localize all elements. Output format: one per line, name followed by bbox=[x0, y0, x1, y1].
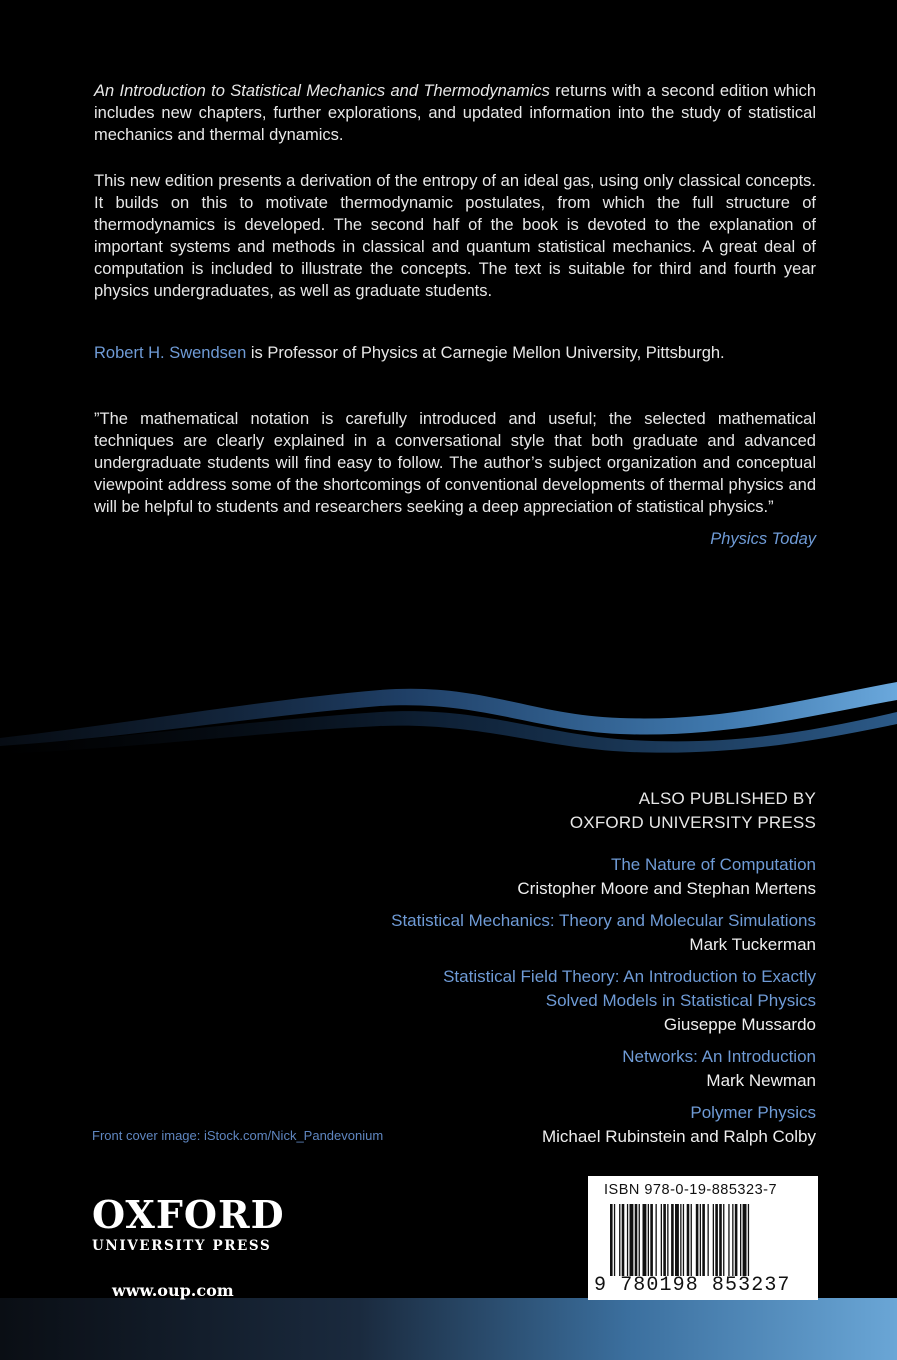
barcode-bar bbox=[675, 1204, 679, 1276]
barcode-bar bbox=[719, 1204, 722, 1276]
barcode-panel bbox=[588, 1176, 818, 1300]
barcode-bar bbox=[748, 1204, 749, 1276]
author-bio-text: is Professor of Physics at Carnegie Mellon University, Pittsburgh. bbox=[246, 344, 725, 362]
barcode-bar bbox=[639, 1204, 640, 1276]
related-book-authors: Cristopher Moore and Stephan Mertens bbox=[517, 879, 816, 898]
related-book-title: Statistical Field Theory: An Introduction to Exactly bbox=[443, 967, 816, 986]
barcode-bar bbox=[635, 1204, 638, 1276]
barcode-bar bbox=[661, 1204, 662, 1276]
related-book-title: The Nature of Computation bbox=[610, 855, 816, 874]
barcode-bar bbox=[708, 1204, 709, 1276]
barcode-bar bbox=[650, 1204, 653, 1276]
related-book bbox=[296, 909, 816, 957]
also-published-heading bbox=[570, 787, 816, 835]
barcode-bar bbox=[656, 1204, 657, 1276]
also-published-line1: ALSO PUBLISHED BY bbox=[638, 789, 816, 808]
barcode-bar bbox=[732, 1204, 733, 1276]
barcode-bar bbox=[630, 1204, 634, 1276]
barcode-bar bbox=[715, 1204, 718, 1276]
barcode-bar bbox=[700, 1204, 701, 1276]
related-book-authors: Michael Rubinstein and Ralph Colby bbox=[541, 1127, 816, 1146]
decorative-wave bbox=[0, 660, 897, 780]
related-book-authors: Mark Tuckerman bbox=[689, 935, 816, 954]
summary-paragraph: This new edition presents a derivation of the entropy of an ideal gas, using only classical concepts. It builds on this to motivate thermodynamic postulates, from which the full structure of thermodynamics is developed. The second half of the book is devoted to the explanation of important systems and methods in classical and quantum statistical mechanics. A great deal of computation is included to illustrate the concepts. The text is suitable for third and fourth year physics undergraduates, as well as graduate students. bbox=[94, 172, 816, 300]
book-title: An Introduction to Statistical Mechanics and Thermodynamics bbox=[94, 82, 550, 100]
related-book-authors: Giuseppe Mussardo bbox=[663, 1015, 816, 1034]
logo-main-text: OXFORD bbox=[92, 1192, 285, 1237]
related-book-title: Networks: An Introduction bbox=[622, 1047, 816, 1066]
related-book-authors: Mark Newman bbox=[706, 1071, 816, 1090]
related-book-title: Polymer Physics bbox=[690, 1103, 816, 1122]
barcode-bar bbox=[619, 1204, 620, 1276]
barcode-bar bbox=[687, 1204, 690, 1276]
related-book-title: Statistical Mechanics: Theory and Molecular Simulations bbox=[391, 911, 816, 930]
barcode-bar bbox=[691, 1204, 692, 1276]
intro-paragraph bbox=[94, 80, 816, 146]
cover-image-credit: Front cover image: iStock.com/Nick_Pandevonium bbox=[92, 1128, 384, 1143]
barcode-bar bbox=[663, 1204, 666, 1276]
barcode-bar bbox=[627, 1204, 628, 1276]
barcode-bar bbox=[667, 1204, 668, 1276]
barcode-bar bbox=[735, 1204, 738, 1276]
related-book bbox=[296, 1045, 816, 1093]
review-source: Physics Today bbox=[710, 530, 816, 548]
intro-text: returns with a second edition which includes new chapters, further explorations, and updated information into the study of statistical mechanics and thermal dynamics. bbox=[94, 82, 817, 144]
barcode-bar bbox=[610, 1204, 613, 1276]
publisher-website: www.oup.com bbox=[112, 1281, 234, 1300]
author-bio bbox=[94, 342, 816, 364]
related-book bbox=[296, 853, 816, 901]
bottom-gradient-band bbox=[0, 1298, 897, 1360]
barcode-bar bbox=[671, 1204, 674, 1276]
author-name: Robert H. Swendsen bbox=[94, 344, 247, 362]
barcode-bar bbox=[696, 1204, 699, 1276]
barcode-bar bbox=[614, 1204, 615, 1276]
barcode-bar bbox=[713, 1204, 714, 1276]
oxford-logo bbox=[92, 1192, 292, 1254]
barcode-bar bbox=[680, 1204, 681, 1276]
related-book bbox=[296, 965, 816, 1037]
related-books-list bbox=[296, 853, 816, 1157]
review-quote: ”The mathematical notation is carefully introduced and useful; the selected mathematical techniques are clearly explained in a conversational style that both graduate and advanced undergraduate students will find easy to follow. The author’s subject organization and conceptual viewpoint address some of the shortcomings of conventional developments of thermal physics and will be helpful to students and researchers seeking a deep appreciation of statistical physics.” bbox=[94, 410, 816, 516]
barcode-bar bbox=[622, 1204, 625, 1276]
barcode-bar bbox=[740, 1204, 741, 1276]
isbn-label: ISBN 978-0-19-885323-7 bbox=[604, 1182, 778, 1198]
logo-sub-text: UNIVERSITY PRESS bbox=[92, 1238, 272, 1254]
related-book-title-cont: Solved Models in Statistical Physics bbox=[545, 991, 816, 1010]
barcode-bar bbox=[648, 1204, 649, 1276]
ean-digits: 9 780198 853237 bbox=[594, 1274, 791, 1297]
barcode-bar bbox=[743, 1204, 747, 1276]
barcode-bar bbox=[683, 1204, 684, 1276]
barcode-bar bbox=[728, 1204, 729, 1276]
barcode-bar bbox=[643, 1204, 647, 1276]
barcode-bar bbox=[723, 1204, 724, 1276]
barcode-bar bbox=[702, 1204, 705, 1276]
barcode-icon bbox=[610, 1204, 800, 1276]
also-published-line2: OXFORD UNIVERSITY PRESS bbox=[569, 813, 816, 832]
